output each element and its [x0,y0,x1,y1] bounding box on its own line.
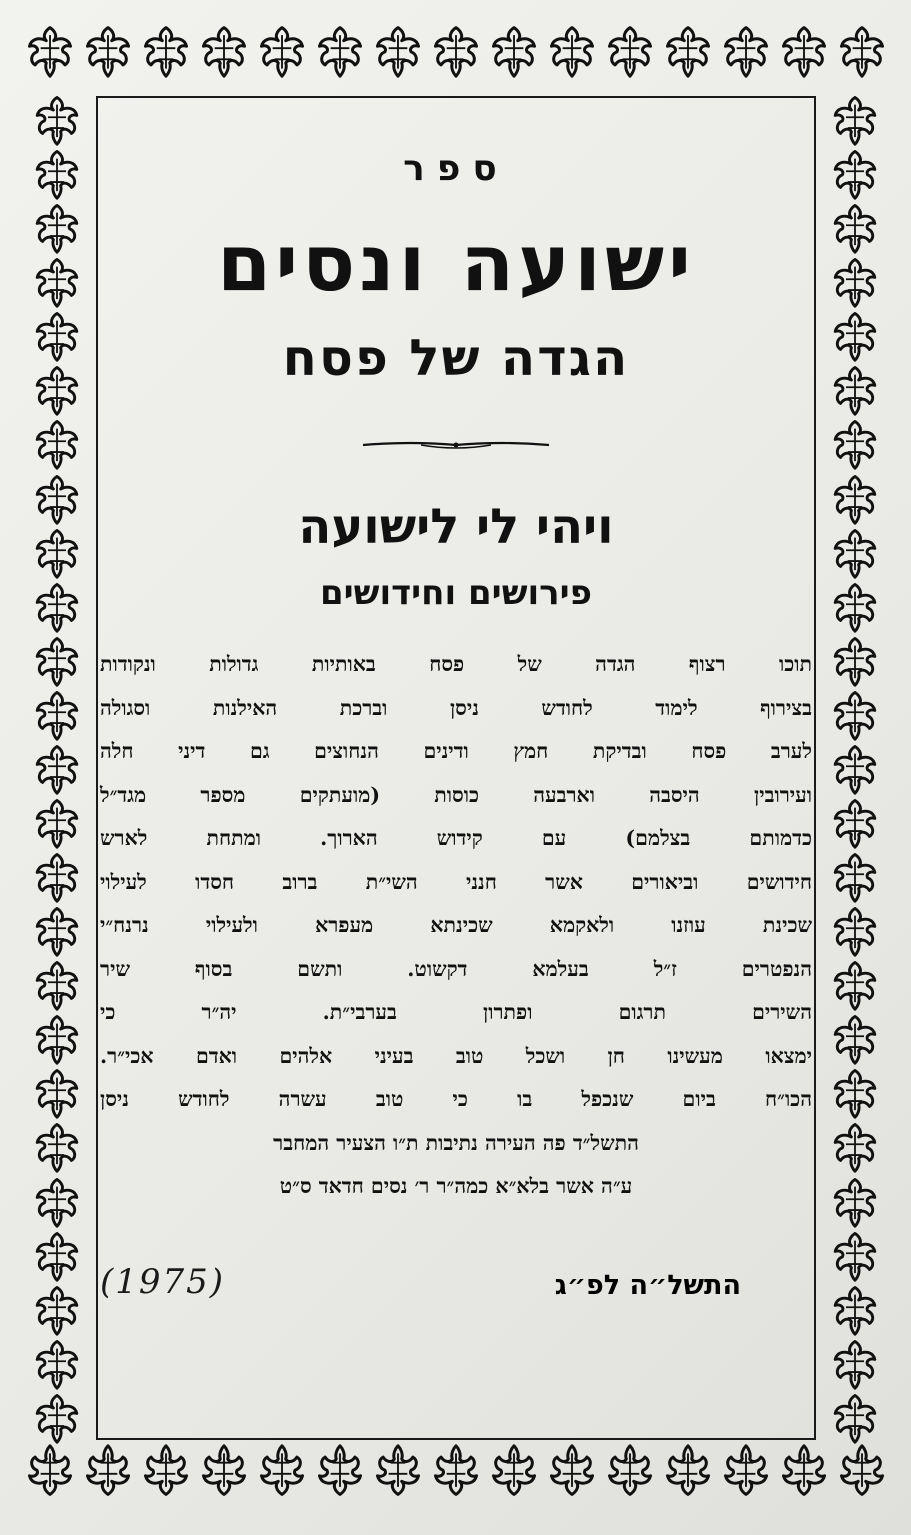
grape-leaf-icon [718,22,774,78]
grape-leaf-icon [827,741,883,795]
grape-leaf-icon [29,579,85,633]
grape-leaf-icon [196,1444,252,1500]
text-line: כדמותם בצלמם) עם קידוש הארוך. ומתחת לארש [100,826,812,850]
book-title: ישועה ונסים [217,219,695,309]
grape-leaf-icon [29,200,85,254]
grape-leaf-icon [827,416,883,470]
grape-leaf-icon [22,22,78,78]
grape-leaf-icon [834,22,890,78]
grape-leaf-icon [29,362,85,416]
grape-leaf-icon [827,633,883,687]
grape-leaf-icon [827,471,883,525]
grape-leaf-icon [486,1444,542,1500]
sefer-label: ספר [403,148,509,189]
grape-leaf-icon [827,308,883,362]
grape-leaf-icon [718,1444,774,1500]
grape-leaf-icon [827,1011,883,1065]
grape-leaf-icon [22,1444,78,1500]
grape-leaf-icon [29,1011,85,1065]
grape-leaf-icon [827,254,883,308]
grape-leaf-icon [312,22,368,78]
handwritten-year-note: (1975) [100,1262,226,1302]
grape-leaf-icon [827,92,883,146]
grape-leaf-icon [827,146,883,200]
grape-leaf-icon [312,1444,368,1500]
grape-leaf-icon [29,1282,85,1336]
grape-leaf-icon [660,1444,716,1500]
grape-leaf-icon [29,687,85,741]
grape-leaf-icon [544,22,600,78]
motto-subtitle: פירושים וחידושים [320,573,592,613]
grape-leaf-icon [254,1444,310,1500]
grape-leaf-icon [138,1444,194,1500]
grape-leaf-icon [827,362,883,416]
grape-leaf-icon [602,1444,658,1500]
grape-leaf-icon [827,1065,883,1119]
text-line: חידושים וביאורים אשר חנני השי״ת ברוב חסדו לעילוי [100,869,812,894]
grape-leaf-icon [827,1228,883,1282]
text-line: השירים תרגום ופתרון בערבי״ת. יה״ר כי [100,1000,812,1024]
grape-leaf-icon [827,795,883,849]
grape-leaf-icon [827,849,883,903]
text-line: התשל״ד פה העירה נתיבות ת״ו הצעיר המחבר [273,1130,639,1155]
grape-leaf-icon [428,22,484,78]
grape-leaf-icon [29,1336,85,1390]
grape-leaf-icon [827,200,883,254]
grape-leaf-icon [29,254,85,308]
grape-leaf-icon [138,22,194,78]
border-top [22,22,890,92]
motto: ויהי לי לישועה [298,499,614,555]
grape-leaf-icon [827,1390,883,1444]
grape-leaf-icon [29,957,85,1011]
border-right [820,92,890,1444]
grape-leaf-icon [80,22,136,78]
text-line: ועירובין היסבה וארבעה כוסות (מועתקים מספר מגד״ל [100,782,812,807]
book-subtitle: הגדה של פסח [282,329,630,387]
text-line: ימצאו מעשינו חן ושכל טוב בעיני אלהים ואדם אכי״ר. [100,1043,812,1068]
grape-leaf-icon [370,1444,426,1500]
grape-leaf-icon [254,22,310,78]
grape-leaf-icon [80,1444,136,1500]
grape-leaf-icon [827,579,883,633]
grape-leaf-icon [602,22,658,78]
grape-leaf-icon [776,22,832,78]
grape-leaf-icon [29,146,85,200]
grape-leaf-icon [827,525,883,579]
grape-leaf-icon [29,633,85,687]
grape-leaf-icon [196,22,252,78]
grape-leaf-icon [29,92,85,146]
grape-leaf-icon [29,1119,85,1173]
text-line: תוכו רצוף הגדה של פסח באותיות גדולות ונקודות [100,652,812,676]
grape-leaf-icon [827,1174,883,1228]
grape-leaf-icon [827,957,883,1011]
description-text [100,643,812,1209]
grape-leaf-icon [827,1336,883,1390]
imprint-year: התשל״ה לפ״ג [554,1270,741,1301]
border-bottom [22,1444,890,1514]
grape-leaf-icon [29,471,85,525]
grape-leaf-icon [827,1119,883,1173]
grape-leaf-icon [834,1444,890,1500]
grape-leaf-icon [29,1174,85,1228]
grape-leaf-icon [29,795,85,849]
grape-leaf-icon [486,22,542,78]
grape-leaf-icon [544,1444,600,1500]
grape-leaf-icon [428,1444,484,1500]
grape-leaf-icon [827,903,883,957]
text-line: הנפטרים ז״ל בעלמא דקשוט. ותשם בסוף שיר [100,956,812,981]
grape-leaf-icon [29,849,85,903]
text-line: הכו״ח ביום שנכפל בו כי טוב עשרה לחודש ניסן [100,1087,812,1111]
grape-leaf-icon [29,1390,85,1444]
divider-ornament-icon [361,439,551,451]
grape-leaf-icon [29,1065,85,1119]
grape-leaf-icon [776,1444,832,1500]
grape-leaf-icon [29,741,85,795]
grape-leaf-icon [370,22,426,78]
text-line: לערב פסח ובדיקת חמץ ודינים הנחוצים גם דיני חלה [100,739,812,763]
grape-leaf-icon [29,1228,85,1282]
grape-leaf-icon [827,687,883,741]
grape-leaf-icon [29,416,85,470]
border-left [22,92,92,1444]
grape-leaf-icon [29,903,85,957]
title-block [96,90,816,1410]
grape-leaf-icon [827,1282,883,1336]
text-line: שכינת עוזנו ולאקמא שכינתא מעפרא ולעילוי נרנח״י [100,913,812,937]
text-line: ע״ה אשר בלא״א כמה״ר ר׳ נסים חדאד ס״ט [279,1174,633,1198]
grape-leaf-icon [29,308,85,362]
grape-leaf-icon [660,22,716,78]
grape-leaf-icon [29,525,85,579]
text-line: בצירוף לימוד לחודש ניסן וברכת האילנות וסגולה [100,695,812,720]
